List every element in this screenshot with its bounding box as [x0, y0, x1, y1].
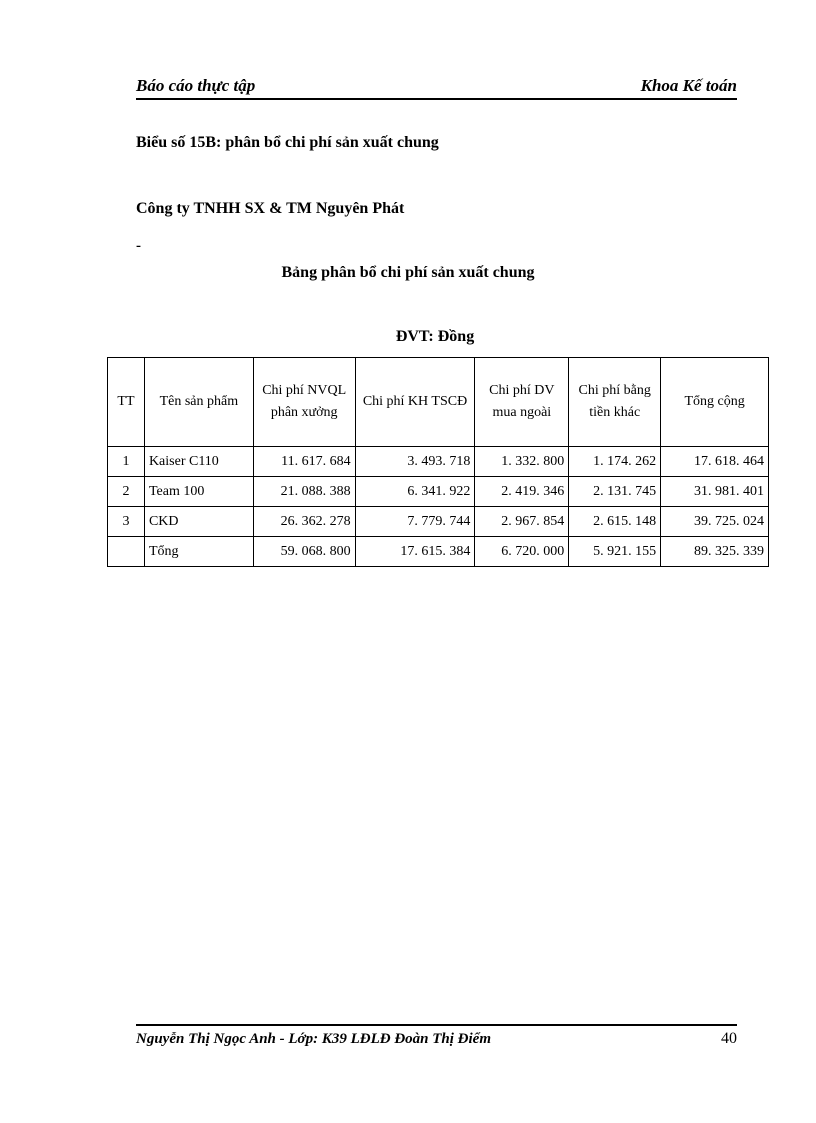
cell-tt: 3	[108, 507, 145, 537]
cell-total: 31. 981. 401	[661, 477, 769, 507]
cell-depreciation: 7. 779. 744	[355, 507, 475, 537]
header-total: Tổng cộng	[661, 358, 769, 447]
form-title: Biểu số 15B: phân bổ chi phí sản xuất chung	[136, 134, 439, 151]
cell-total: 89. 325. 339	[661, 537, 769, 567]
table-row	[108, 507, 769, 537]
cell-other: 2. 615. 148	[569, 507, 661, 537]
table-total-row	[108, 537, 769, 567]
cell-tt	[108, 537, 145, 567]
cell-product: Tổng	[144, 537, 253, 567]
cell-total: 17. 618. 464	[661, 447, 769, 477]
cell-service: 2. 967. 854	[475, 507, 569, 537]
cell-other: 2. 131. 745	[569, 477, 661, 507]
cell-service: 1. 332. 800	[475, 447, 569, 477]
cell-other: 5. 921. 155	[569, 537, 661, 567]
cell-other: 1. 174. 262	[569, 447, 661, 477]
table-row	[108, 477, 769, 507]
cell-tt: 2	[108, 477, 145, 507]
cell-nvql: 11. 617. 684	[253, 447, 355, 477]
header-tt: TT	[108, 358, 145, 447]
cell-depreciation: 6. 341. 922	[355, 477, 475, 507]
cell-service: 2. 419. 346	[475, 477, 569, 507]
unit-label: ĐVT: Đồng	[395, 328, 475, 345]
cell-service: 6. 720. 000	[475, 537, 569, 567]
company-name: Công ty TNHH SX & TM Nguyên Phát	[136, 200, 405, 217]
cell-product: Kaiser C110	[144, 447, 253, 477]
cell-nvql: 26. 362. 278	[253, 507, 355, 537]
header-department: Khoa Kế toán	[640, 76, 737, 95]
page-header	[136, 76, 737, 100]
header-nvql-cost: Chi phí NVQL phân xưởng	[253, 358, 355, 447]
footer-author: Nguyễn Thị Ngọc Anh - Lớp: K39 LĐLĐ Đoàn Thị Điểm	[136, 1031, 491, 1047]
allocation-table	[107, 357, 769, 567]
cell-nvql: 21. 088. 388	[253, 477, 355, 507]
table-title: Bảng phân bổ chi phí sản xuất chung	[281, 264, 535, 281]
cell-depreciation: 17. 615. 384	[355, 537, 475, 567]
cell-tt: 1	[108, 447, 145, 477]
header-depreciation-cost: Chi phí KH TSCĐ	[355, 358, 475, 447]
header-other-cash-cost: Chi phí bằng tiền khác	[569, 358, 661, 447]
cell-nvql: 59. 068. 800	[253, 537, 355, 567]
page-footer	[136, 1024, 737, 1048]
table-header-row	[108, 358, 769, 447]
header-product-name: Tên sản phẩm	[144, 358, 253, 447]
cell-product: Team 100	[144, 477, 253, 507]
cell-total: 39. 725. 024	[661, 507, 769, 537]
dash-marker: -	[136, 238, 141, 254]
cell-product: CKD	[144, 507, 253, 537]
page-number: 40	[721, 1030, 737, 1047]
header-report-title: Báo cáo thực tập	[136, 76, 256, 95]
cell-depreciation: 3. 493. 718	[355, 447, 475, 477]
header-service-cost: Chi phí DV mua ngoài	[475, 358, 569, 447]
table-row	[108, 447, 769, 477]
